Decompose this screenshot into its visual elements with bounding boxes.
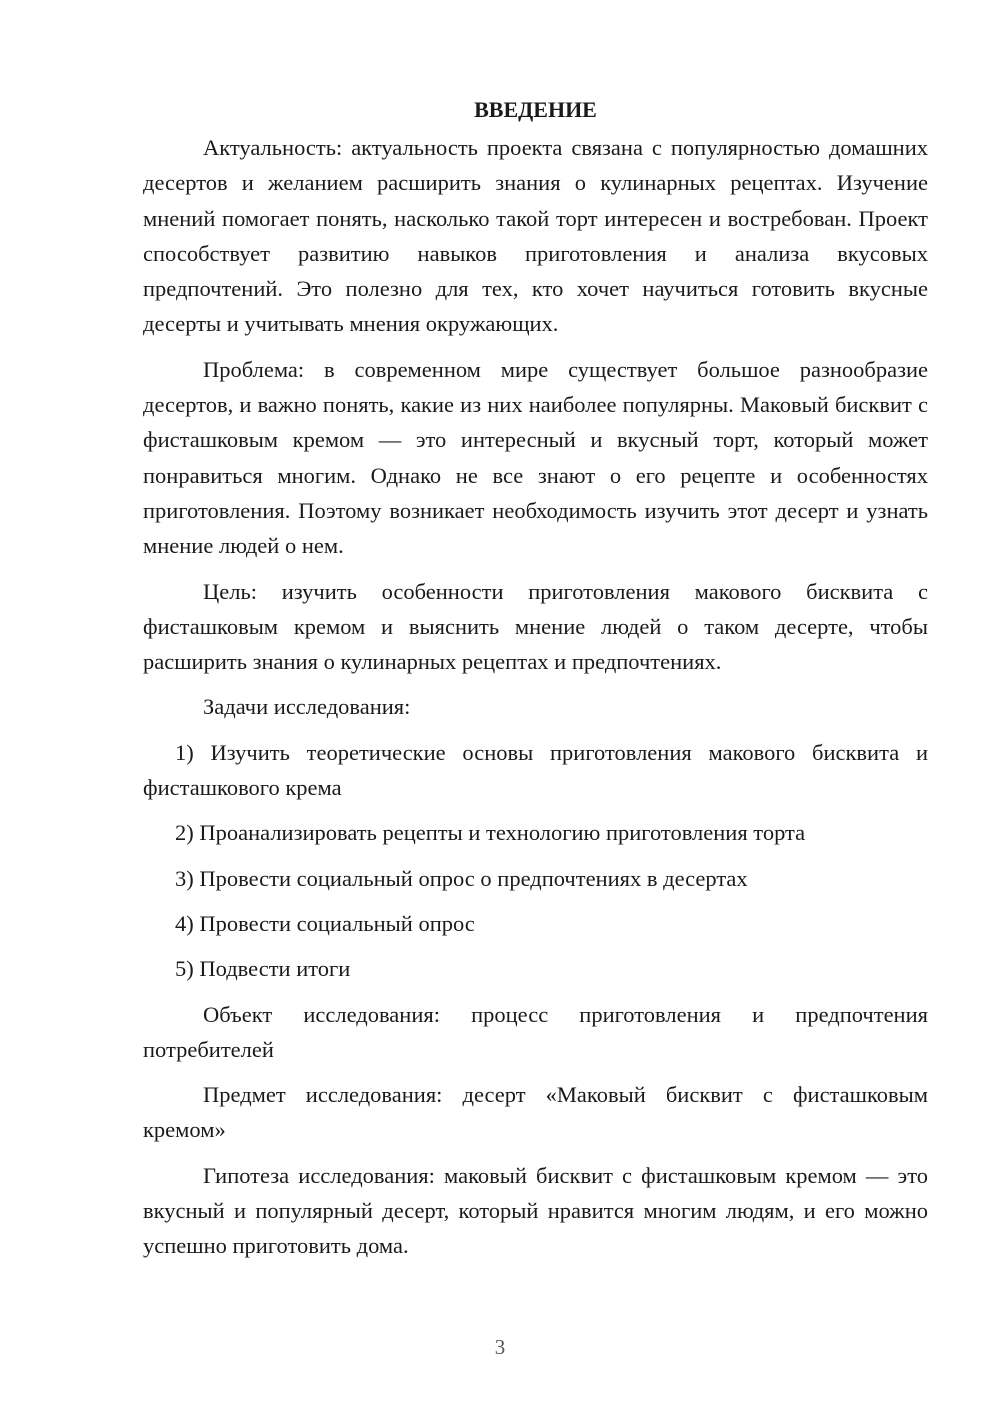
paragraph-goal: Цель: изучить особенности приготовления макового бисквита с фисташковым кремом и выяснить мнение людей о таком десерте, чтобы расширить знания о кулинарных рецептах и предпочтениях. (143, 578, 928, 675)
task-item-4: 4) Провести социальный опрос (175, 910, 475, 936)
task-item-2: 2) Проанализировать рецепты и технологию приготовления торта (175, 820, 806, 846)
paragraph-subject: Предмет исследования: десерт «Маковый бисквит с фисташковым кремом» (143, 1082, 928, 1143)
page-number: 3 (494, 1335, 506, 1359)
document-page (143, 92, 928, 1274)
paragraph-tasks-heading: Задачи исследования: (203, 694, 411, 720)
task-item-5: 5) Подвести итоги (175, 956, 351, 982)
page-title: ВВЕДЕНИЕ (474, 97, 597, 122)
paragraph-object: Объект исследования: процесс приготовления и предпочтения потребителей (143, 1001, 928, 1062)
paragraph-relevance: Актуальность: актуальность проекта связана с популярностью домашних десертов и желанием расширить знания о кулинарных рецептах. Изучение мнений помогает понять, насколько такой торт интересен и востребован. Проект способствует развитию навыков приготовления и анализа вкусовых предпочтений. Это полезно для тех, кто хочет научиться готовить вкусные десерты и учитывать мнения окружающих. (143, 135, 928, 337)
task-item-3: 3) Провести социальный опрос о предпочтениях в десертах (175, 865, 748, 891)
task-item-1: 1) Изучить теоретические основы приготовления макового бисквита и фисташкового крема (143, 739, 928, 801)
paragraph-problem: Проблема: в современном мире существует большое разнообразие десертов, и важно понять, какие из них наиболее популярны. Маковый бисквит с фисташковым кремом — это интересный и вкусный торт, который может понравиться многим. Однако не все знают о его рецепте и особенностях приготовления. Поэтому возникает необходимость изучить этот десерт и узнать мнение людей о нем. (143, 356, 928, 559)
paragraph-hypothesis: Гипотеза исследования: маковый бисквит с фисташковым кремом — это вкусный и популярный десерт, который нравится многим людям, и его можно успешно приготовить дома. (143, 1162, 928, 1259)
